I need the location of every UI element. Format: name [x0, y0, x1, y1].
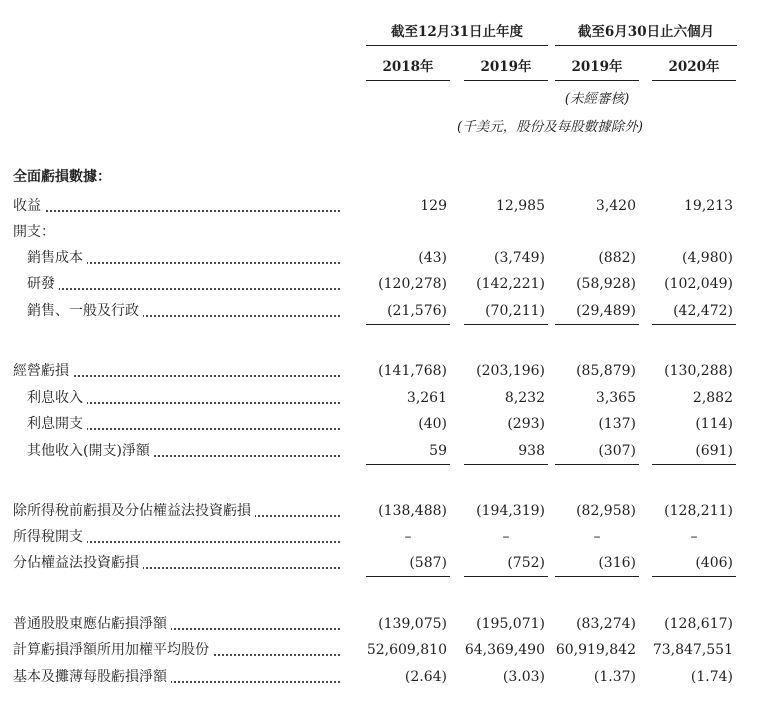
row-label	[13, 666, 340, 688]
value-cell: (85,879)	[576, 363, 636, 379]
value-cell: (128,211)	[664, 503, 733, 519]
value-cell: –	[593, 529, 601, 545]
subtotal-rule	[555, 464, 639, 465]
subtotal-rule	[464, 576, 548, 577]
subtotal-rule	[652, 576, 736, 577]
value-cell: 3,261	[406, 390, 447, 406]
row-label-text: 利息開支	[27, 416, 87, 432]
value-cell: 3,420	[595, 198, 636, 214]
row-label-text: 經營虧損	[13, 363, 73, 379]
value-cell: 64,369,490	[464, 642, 545, 658]
value-cell: (195,071)	[476, 616, 545, 632]
row-label	[13, 613, 340, 635]
value-cell: 52,609,810	[366, 642, 447, 658]
value-cell: (114)	[695, 416, 733, 432]
subtotal-rule	[464, 324, 548, 325]
value-cell: (42,472)	[673, 303, 733, 319]
row-label	[13, 639, 340, 661]
units-note: (千美元，股份及每股數據除外)	[456, 119, 644, 135]
value-cell: (587)	[409, 555, 447, 571]
row-label-text: 其他收入(開支)淨額	[27, 443, 154, 459]
value-cell: (3.03)	[502, 669, 545, 685]
subtotal-rule	[555, 576, 639, 577]
value-cell: (307)	[598, 443, 636, 459]
row-label-text: 除所得稅前虧損及分佔權益法投資虧損	[13, 503, 255, 519]
subtotal-rule	[555, 324, 639, 325]
value-cell: (128,617)	[664, 616, 733, 632]
table-row	[0, 613, 758, 635]
table-row	[0, 387, 758, 409]
value-cell: (43)	[418, 250, 447, 266]
subtotal-rule	[366, 576, 450, 577]
dot-leader	[13, 210, 340, 212]
dot-leader	[27, 288, 340, 290]
value-cell: (29,489)	[576, 303, 636, 319]
value-cell: (752)	[507, 555, 545, 571]
value-cell: –	[502, 529, 510, 545]
value-cell: (316)	[598, 555, 636, 571]
row-label	[27, 387, 340, 409]
table-row	[0, 195, 758, 217]
value-cell: 12,985	[496, 198, 545, 214]
value-cell: (3,749)	[493, 250, 545, 266]
column-half-2019: 2019年	[555, 56, 639, 81]
table-row	[0, 273, 758, 295]
value-cell: 73,847,551	[652, 642, 733, 658]
table-row	[0, 666, 758, 688]
row-label-text: 銷售成本	[27, 250, 87, 266]
value-cell: (139,075)	[378, 616, 447, 632]
table-row	[0, 221, 758, 243]
subtotal-rule	[464, 464, 548, 465]
row-label-text: 開支：	[13, 224, 59, 240]
table-row	[0, 247, 758, 269]
value-cell: (130,288)	[664, 363, 733, 379]
value-cell: 2,882	[692, 390, 733, 406]
column-year-2018: 2018年	[366, 56, 450, 81]
subtotal-rule	[366, 464, 450, 465]
value-cell: (102,049)	[664, 276, 733, 292]
value-cell: (203,196)	[476, 363, 545, 379]
row-label	[13, 500, 340, 522]
row-label	[13, 360, 340, 382]
value-cell: (293)	[507, 416, 545, 432]
table-row	[0, 552, 758, 574]
row-label	[27, 440, 340, 462]
value-cell: 938	[518, 443, 545, 459]
value-cell: (1.37)	[593, 669, 636, 685]
value-cell: 129	[420, 198, 447, 214]
column-group-six-months-ended: 截至6月30日止六個月	[555, 21, 737, 46]
value-cell: 3,365	[595, 390, 636, 406]
unaudited-note: (未經審核)	[564, 91, 630, 107]
row-label	[13, 526, 340, 548]
table-row	[0, 300, 758, 322]
table-row	[0, 360, 758, 382]
value-cell: 8,232	[504, 390, 545, 406]
value-cell: (137)	[598, 416, 636, 432]
value-cell: (21,576)	[387, 303, 447, 319]
row-label-text: 銷售、一般及行政	[27, 303, 143, 319]
value-cell: (194,319)	[476, 503, 545, 519]
section-title: 全面虧損數據：	[13, 169, 111, 185]
value-cell: (138,488)	[378, 503, 447, 519]
value-cell: (83,274)	[576, 616, 636, 632]
subtotal-rule	[652, 464, 736, 465]
row-label-text: 普通股股東應佔虧損淨額	[13, 616, 171, 632]
value-cell: (1.74)	[690, 669, 733, 685]
value-cell: (2.64)	[404, 669, 447, 685]
subtotal-rule	[652, 324, 736, 325]
value-cell: (406)	[695, 555, 733, 571]
row-label-text: 分佔權益法投資虧損	[13, 555, 143, 571]
value-cell: –	[690, 529, 698, 545]
row-label	[13, 552, 340, 574]
row-label	[27, 300, 340, 322]
table-row	[0, 500, 758, 522]
row-label	[13, 221, 340, 243]
row-label	[13, 195, 340, 217]
column-year-2019: 2019年	[464, 56, 548, 81]
value-cell: (141,768)	[378, 363, 447, 379]
value-cell: (4,980)	[681, 250, 733, 266]
row-label-text: 計算虧損淨額所用加權平均股份	[13, 642, 213, 658]
row-label-text: 研發	[27, 276, 59, 292]
value-cell: (58,928)	[576, 276, 636, 292]
value-cell: (142,221)	[476, 276, 545, 292]
column-group-year-ended: 截至12月31日止年度	[366, 21, 548, 46]
row-label-text: 基本及攤薄每股虧損淨額	[13, 669, 171, 685]
subtotal-rule	[366, 324, 450, 325]
value-cell: 19,213	[684, 198, 733, 214]
table-row	[0, 526, 758, 548]
table-row	[0, 440, 758, 462]
row-label	[27, 273, 340, 295]
value-cell: (70,211)	[485, 303, 545, 319]
value-cell: 59	[429, 443, 447, 459]
row-label	[27, 247, 340, 269]
row-label-text: 利息收入	[27, 390, 87, 406]
value-cell: (691)	[695, 443, 733, 459]
value-cell: (882)	[598, 250, 636, 266]
row-label	[27, 413, 340, 435]
value-cell: 60,919,842	[555, 642, 636, 658]
row-label-text: 所得稅開支	[13, 529, 87, 545]
column-half-2020: 2020年	[652, 56, 736, 81]
value-cell: (120,278)	[378, 276, 447, 292]
value-cell: (82,958)	[576, 503, 636, 519]
table-row	[0, 639, 758, 661]
value-cell: –	[404, 529, 412, 545]
row-label-text: 收益	[13, 198, 45, 214]
table-row	[0, 413, 758, 435]
value-cell: (40)	[418, 416, 447, 432]
